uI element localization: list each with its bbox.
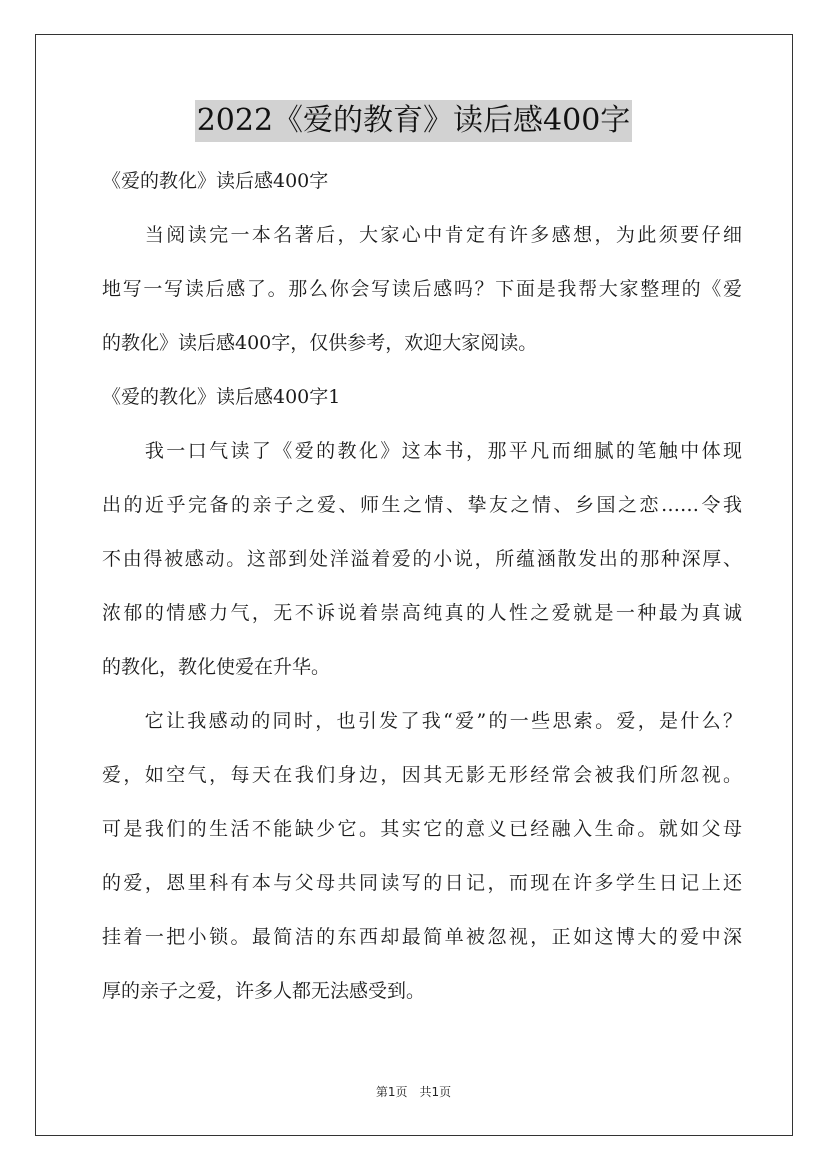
body-line: 我一口气读了《爱的教化》这本书，那平凡而细腻的笔触中体现 [102,440,742,462]
document-title: 2022《爱的教育》读后感400字 [195,100,633,142]
body-line: 它让我感动的同时，也引发了我“爱”的一些思索。爱，是什么？ [102,710,742,732]
body-line: 出的近乎完备的亲子之爱、师生之情、挚友之情、乡国之恋……令我 [102,494,742,516]
page-footer: 第1页 共1页 [375,1085,452,1099]
section-heading: 《爱的教化》读后感400字1 [102,386,341,408]
body-line: 爱，如空气，每天在我们身边，因其无影无形经常会被我们所忽视。 [102,764,742,786]
body-line: 可是我们的生活不能缺少它。其实它的意义已经融入生命。就如父母 [102,818,742,840]
body-line: 挂着一把小锁。最简洁的东西却最简单被忽视，正如这博大的爱中深 [102,926,742,948]
body-line: 浓郁的情感力气，无不诉说着崇高纯真的人性之爱就是一种最为真诚 [102,602,742,624]
subtitle-line: 《爱的教化》读后感400字 [102,170,329,192]
body-line: 厚的亲子之爱，许多人都无法感受到。 [102,980,426,1002]
page-border [35,34,793,1136]
body-line: 不由得被感动。这部到处洋溢着爱的小说，所蕴涵散发出的那种深厚、 [102,548,742,570]
body-line: 的教化》读后感400字，仅供参考，欢迎大家阅读。 [102,332,538,354]
body-line: 当阅读完一本名著后，大家心中肯定有许多感想，为此须要仔细 [102,224,742,246]
body-line: 的教化，教化使爱在升华。 [102,656,331,678]
body-line: 的爱，恩里科有本与父母共同读写的日记，而现在许多学生日记上还 [102,872,742,894]
title-container [0,100,827,142]
body-line: 地写一写读后感了。那么你会写读后感吗？下面是我帮大家整理的《爱 [102,278,742,300]
